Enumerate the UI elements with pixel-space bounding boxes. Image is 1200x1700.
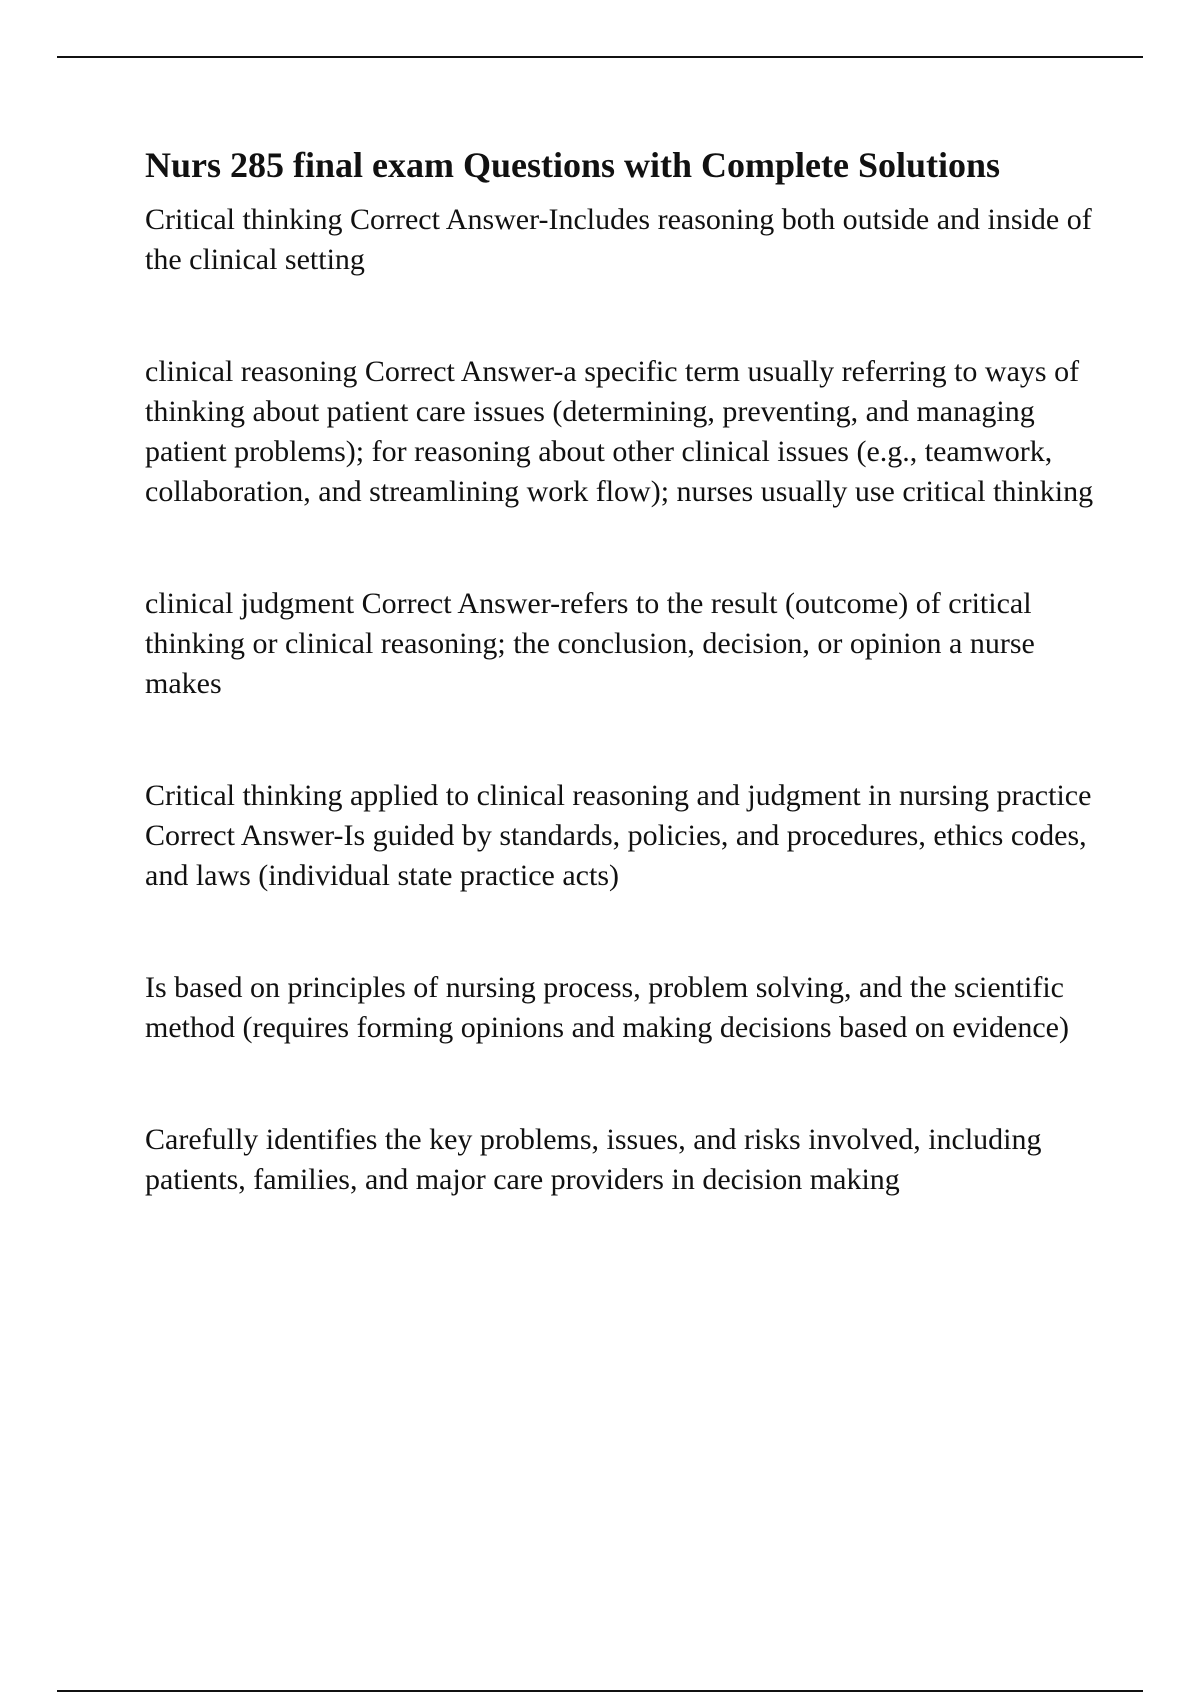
document-title: Nurs 285 final exam Questions with Complete Solutions bbox=[145, 145, 1001, 185]
header-rule bbox=[57, 56, 1143, 58]
qa-entry-nursing-process: Is based on principles of nursing process, problem solving, and the scientific method (requires forming opinions and making decisions based on evidence) bbox=[145, 971, 1069, 1044]
qa-entry-critical-thinking: Critical thinking Correct Answer-Includes reasoning both outside and inside of the clinical setting bbox=[145, 203, 1092, 276]
footer-rule bbox=[57, 1690, 1143, 1692]
qa-entry-critical-thinking-applied: Critical thinking applied to clinical reasoning and judgment in nursing practice Correct Answer-Is guided by standards, policies, and procedures, ethics codes, and laws (individual state practice acts) bbox=[145, 779, 1092, 892]
qa-entry-clinical-judgment: clinical judgment Correct Answer-refers to the result (outcome) of critical thinking or clinical reasoning; the conclusion, decision, or opinion a nurse makes bbox=[145, 587, 1035, 700]
qa-entry-key-problems: Carefully identifies the key problems, issues, and risks involved, including patients, families, and major care providers in decision making bbox=[145, 1123, 1042, 1196]
document-body bbox=[145, 140, 1095, 1200]
qa-list bbox=[145, 200, 1095, 1200]
qa-entry-clinical-reasoning: clinical reasoning Correct Answer-a specific term usually referring to ways of thinking about patient care issues (determining, preventing, and managing patient problems); for reasoning about other clinical issues (e.g., teamwork, collaboration, and streamlining work flow); nurses usually use critical thinking bbox=[145, 355, 1094, 508]
